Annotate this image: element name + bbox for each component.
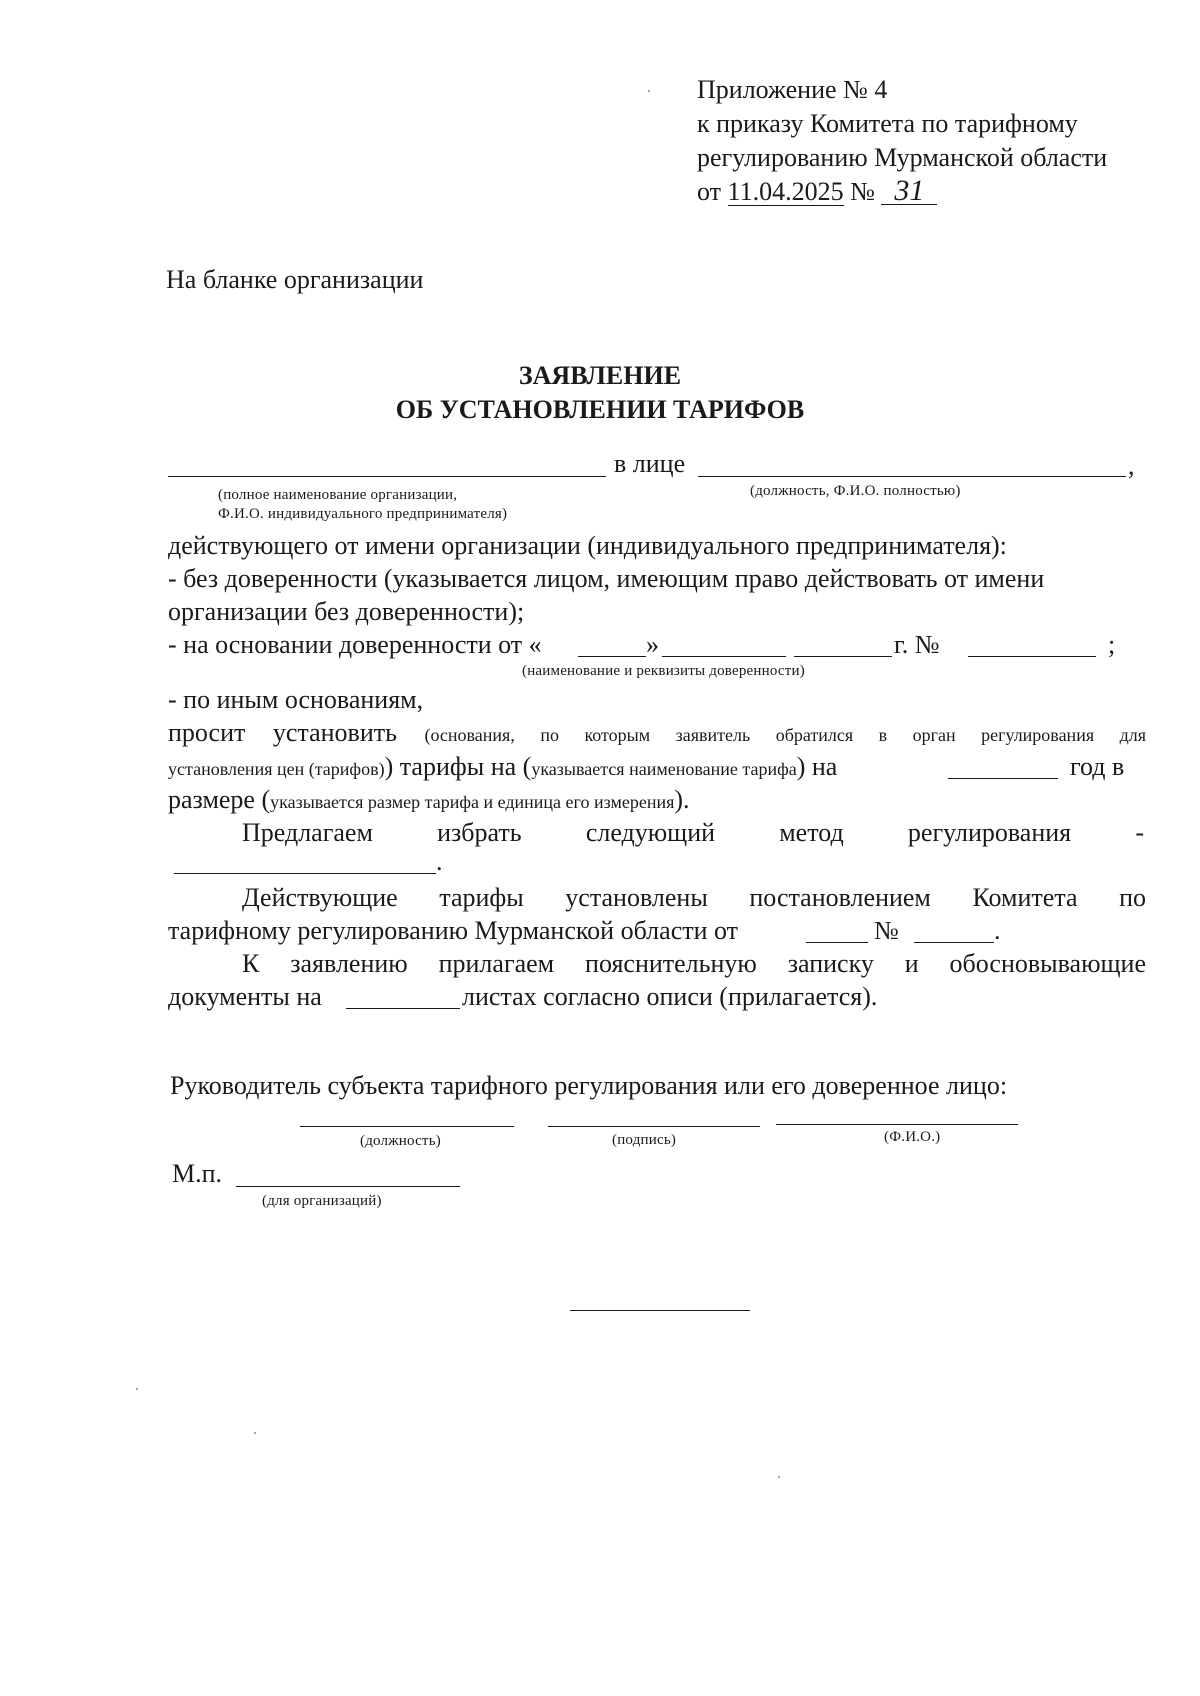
caption-signer-name: (Ф.И.О.)	[884, 1129, 941, 1145]
caption-proxy: (наименование и реквизиты доверенности)	[522, 663, 805, 679]
end-divider	[570, 1310, 750, 1311]
asks-label: просит установить	[168, 718, 397, 747]
signer-position-blank[interactable]	[300, 1126, 514, 1127]
stamp-blank[interactable]	[236, 1186, 460, 1187]
proxy-semicolon: ;	[1108, 630, 1116, 659]
no-proxy-line-1: - без доверенности (указывается лицом, имеющим право действовать от имени	[168, 564, 1045, 593]
scan-speck	[136, 1388, 138, 1390]
appendix-date-line	[697, 176, 937, 208]
org-name-blank[interactable]	[168, 476, 606, 477]
attachments-sheets-label: листах согласно описи (прилагается).	[462, 982, 878, 1011]
request-line-3	[168, 784, 690, 818]
appendix-number: Приложение № 4	[697, 75, 888, 104]
current-no-label: №	[874, 916, 899, 945]
method-line	[242, 817, 1144, 849]
attachments-docs-label: документы на	[168, 982, 322, 1011]
on-label: ) на	[796, 752, 838, 781]
proxy-day-blank[interactable]	[578, 656, 646, 657]
scan-speck	[254, 1432, 256, 1434]
asks-grounds-note: (основания, по которым заявитель обратился в орган регулирования для	[424, 725, 1147, 745]
current-date-blank[interactable]	[806, 942, 868, 943]
position-name-blank[interactable]	[698, 476, 1126, 477]
proxy-quote-close: »	[646, 630, 659, 659]
caption-signer-signature: (подпись)	[612, 1132, 677, 1148]
acting-on-behalf: действующего от имени организации (индивидуального предпринимателя):	[168, 531, 1007, 560]
number-prefix: №	[843, 177, 882, 206]
current-tariffs-text: Действующие тарифы установлены постановлением Комитета по	[242, 883, 1146, 912]
caption-position: (должность, Ф.И.О. полностью)	[750, 483, 961, 499]
no-proxy-line-2: организации без доверенности);	[168, 597, 525, 626]
proxy-year-blank[interactable]	[794, 656, 892, 657]
proxy-label: - на основании доверенности от «	[168, 630, 542, 659]
caption-signer-position: (должность)	[360, 1133, 441, 1149]
other-grounds: - по иным основаниям,	[168, 685, 424, 714]
caption-org-name: (полное наименование организации,	[218, 487, 458, 503]
scan-speck	[648, 90, 650, 92]
scan-speck	[778, 1476, 780, 1478]
proxy-month-blank[interactable]	[662, 656, 786, 657]
current-tariffs-line-1	[242, 882, 1146, 914]
attachments-line-1	[242, 948, 1146, 980]
sheets-count-blank[interactable]	[346, 1008, 460, 1009]
request-line-2	[168, 751, 837, 785]
method-blank[interactable]	[174, 873, 436, 874]
current-number-blank[interactable]	[914, 942, 994, 943]
size-label: размере (	[168, 785, 271, 814]
current-period: .	[994, 916, 1001, 945]
method-text: Предлагаем избрать следующий метод регулирования -	[242, 818, 1144, 847]
date-prefix: от	[697, 177, 728, 206]
proxy-year-no-label: г. №	[894, 630, 940, 659]
caption-entrepreneur: Ф.И.О. индивидуального предпринимателя)	[218, 506, 508, 522]
document-title: ЗАЯВЛЕНИЕ	[518, 361, 682, 390]
proxy-number-blank[interactable]	[968, 656, 1096, 657]
tariffs-on-label: ) тарифы на (	[384, 752, 532, 781]
signer-name-blank[interactable]	[776, 1124, 1018, 1125]
document-subtitle: ОБ УСТАНОВЛЕНИИ ТАРИФОВ	[395, 395, 805, 424]
signature-heading: Руководитель субъекта тарифного регулирования или его доверенное лицо:	[170, 1071, 1008, 1100]
order-number-handwritten: 31	[881, 178, 937, 205]
tariff-name-note: указывается наименование тарифа	[531, 759, 797, 779]
asks-grounds-note-end: установления цен (тарифов)	[168, 759, 385, 779]
attachments-text: К заявлению прилагаем пояснительную записку и обосновывающие	[242, 949, 1146, 978]
method-period: .	[436, 847, 443, 876]
appendix-order-ref: к приказу Комитета по тарифному	[697, 109, 1078, 138]
size-note: указывается размер тарифа и единица его измерения	[270, 792, 675, 812]
caption-stamp-org: (для организаций)	[262, 1193, 382, 1209]
year-blank[interactable]	[948, 778, 1058, 779]
request-line-1	[168, 717, 1146, 751]
size-end: ).	[674, 785, 690, 814]
order-date: 11.04.2025	[727, 177, 844, 206]
blank-note: На бланке организации	[166, 265, 424, 294]
in-person-label: в лице	[614, 449, 686, 478]
current-tariffs-line-2: тарифному регулированию Мурманской области от	[168, 916, 739, 945]
stamp-label: М.п.	[172, 1159, 223, 1188]
year-label: год в	[1070, 752, 1125, 781]
appendix-committee: регулированию Мурманской области	[697, 143, 1108, 172]
signer-signature-blank[interactable]	[548, 1126, 760, 1127]
comma: ,	[1128, 451, 1135, 480]
